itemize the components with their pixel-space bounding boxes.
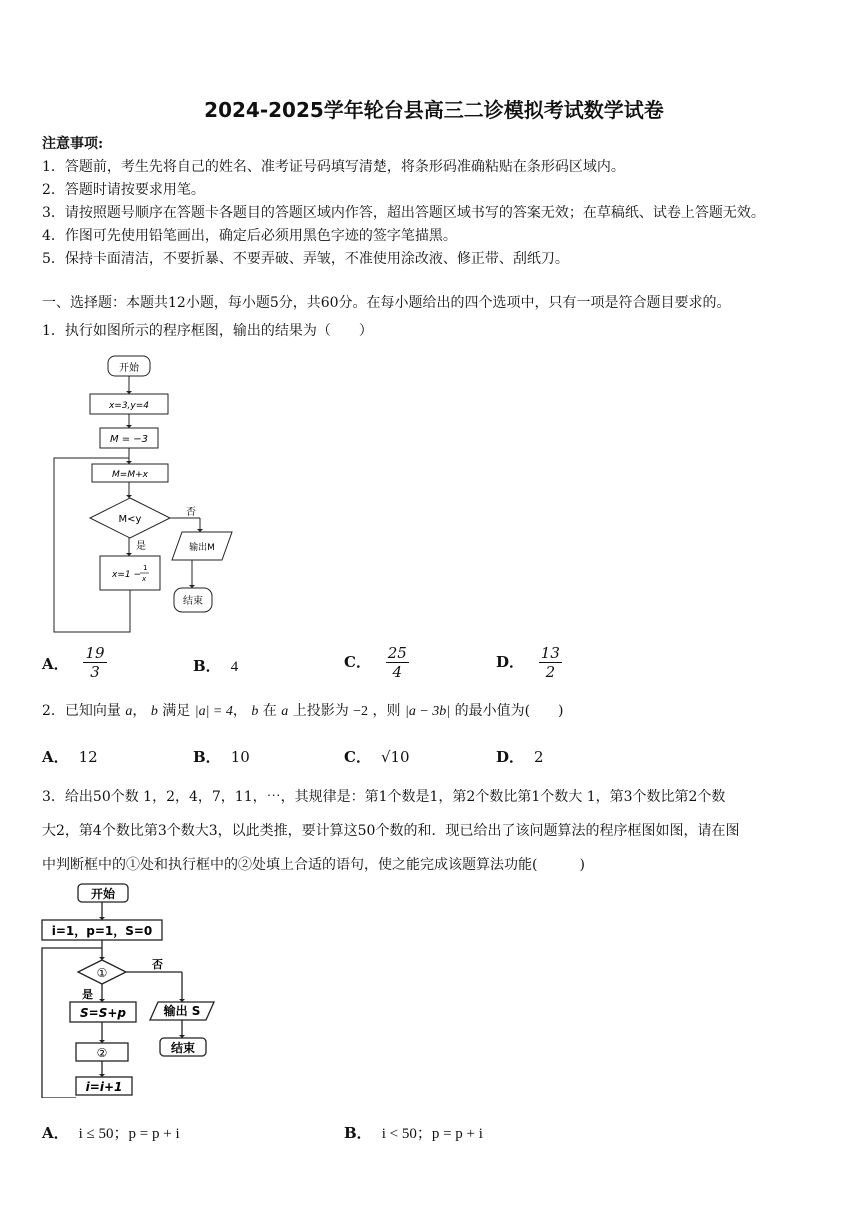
notice-item: 5．保持卡面清洁，不要折暴、不要弄破、弄皱，不准使用涂改液、修正带、刮纸刀。 bbox=[42, 251, 569, 267]
flow-m0-label: M = −3 bbox=[109, 434, 149, 445]
q1-option-a[interactable]: A． $\frac{19}{3}$ bbox=[42, 644, 105, 681]
notice-item: 2．答题时请按要求用笔。 bbox=[42, 182, 205, 198]
notice-item: 4．作图可先使用铅笔画出，确定后必须用黑色字迹的签字笔描黑。 bbox=[42, 228, 457, 244]
q2-option-c[interactable]: C． √10 bbox=[344, 748, 410, 766]
q1-option-b[interactable]: B． 4 bbox=[193, 657, 239, 675]
flow-step-label: ② bbox=[96, 1046, 108, 1060]
flow-end-label: 结束 bbox=[170, 1041, 196, 1055]
notice-heading: 注意事项: bbox=[42, 136, 104, 152]
flow-sum-label: S=S+p bbox=[80, 1006, 126, 1020]
question-3-line: 中判断框中的①处和执行框中的②处填上合适的语句，使之能完成该题算法功能( ) bbox=[42, 857, 585, 873]
flow-no-label: 否 bbox=[152, 958, 163, 971]
question-3-flowchart bbox=[38, 880, 228, 1098]
q2-option-b[interactable]: B． 10 bbox=[193, 748, 250, 766]
q1-option-c[interactable]: C． $\frac{25}{4}$ bbox=[344, 644, 407, 681]
question-2-stem: 2．已知向量 a， b 满足 |a| = 4， b 在 a 上投影为 −2 ，则 |a − 3b| 的最小值为( ) bbox=[42, 703, 564, 719]
question-1-stem: 1．执行如图所示的程序框图，输出的结果为（ ） bbox=[42, 323, 373, 339]
question-3-line: 大2，第4个数比第3个数大3，以此类推，要计算这50个数的和．现已给出了该问题算法的程序框图如图，请在图 bbox=[42, 823, 740, 839]
flow-init-label: x=3,y=4 bbox=[108, 401, 150, 411]
flow-cond-label: ① bbox=[96, 966, 108, 980]
flow-output-label: 输出 S bbox=[163, 1004, 201, 1018]
question-1-flowchart bbox=[40, 350, 250, 640]
exam-title: 2024-2025学年轮台县高三二诊模拟考试数学试卷 bbox=[204, 98, 664, 122]
flow-update-label: M=M+x bbox=[112, 470, 148, 480]
flow-init-label: i=1，p=1，S=0 bbox=[51, 924, 153, 938]
notice-item: 1．答题前，考生先将自己的姓名、准考证号码填写清楚，将条形码准确粘贴在条形码区域内。 bbox=[42, 159, 625, 175]
flow-assign-den: x bbox=[142, 575, 147, 583]
q2-option-a[interactable]: A． 12 bbox=[42, 748, 98, 766]
flow-assign-label: x=1 − bbox=[112, 570, 141, 580]
q3-option-a[interactable]: A． i ≤ 50；p = p + i bbox=[42, 1124, 180, 1142]
flow-start-label: 开始 bbox=[119, 363, 139, 374]
flow-cond-label: M<y bbox=[118, 514, 142, 525]
q2-option-d[interactable]: D． 2 bbox=[496, 748, 544, 766]
flow-start-label: 开始 bbox=[90, 887, 116, 901]
section-heading: 一、选择题：本题共12小题，每小题5分，共60分。在每小题给出的四个选项中，只有一项是符合题目要求的。 bbox=[42, 295, 731, 311]
q3-option-b[interactable]: B． i < 50；p = p + i bbox=[344, 1124, 483, 1142]
flow-assign-num: 1 bbox=[143, 564, 148, 572]
flow-no-label: 否 bbox=[186, 507, 196, 518]
flow-inc-label: i=i+1 bbox=[85, 1080, 123, 1094]
notice-item: 3．请按照题号顺序在答题卡各题目的答题区域内作答，超出答题区域书写的答案无效；在草稿纸、试卷上答题无效。 bbox=[42, 205, 765, 221]
q1-option-d[interactable]: D． $\frac{13}{2}$ bbox=[496, 644, 560, 681]
flow-output-label: 输出M bbox=[189, 543, 215, 553]
flow-yes-label: 是 bbox=[82, 988, 93, 1001]
flow-yes-label: 是 bbox=[136, 541, 146, 552]
flow-end-label: 结束 bbox=[183, 596, 203, 607]
question-3-line: 3．给出50个数 1，2，4，7，11，⋯，其规律是：第1个数是1，第2个数比第1个数大 1，第3个数比第2个数 bbox=[42, 789, 726, 805]
